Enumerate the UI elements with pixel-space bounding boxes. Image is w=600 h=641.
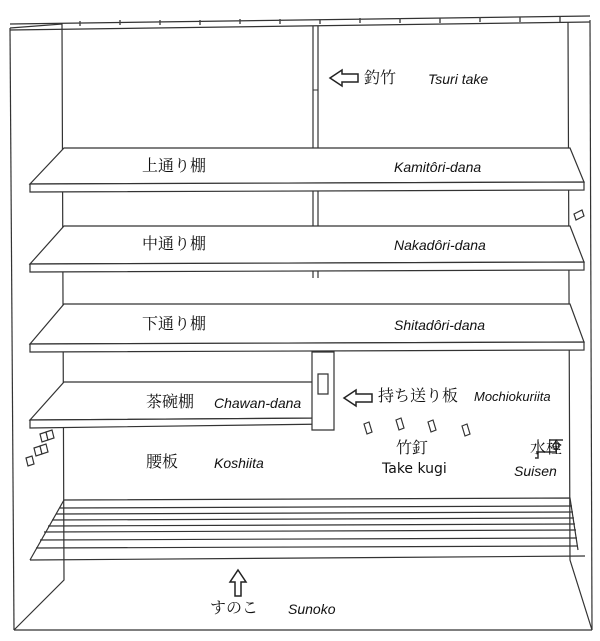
label-koshiita-jp: 腰板 — [146, 452, 179, 471]
label-suisen-romaji: Suisen — [514, 463, 557, 479]
label-mochiokuriita-jp: 持ち送り板 — [378, 386, 459, 405]
arrow-mochiokuriita — [344, 390, 372, 406]
label-tsuri-take-jp: 釣竹 — [364, 68, 397, 87]
arrow-tsuri-take — [330, 70, 358, 86]
label-nakadori-romaji: Nakadôri-dana — [394, 237, 486, 253]
label-shitadori-jp: 下通り棚 — [142, 314, 207, 333]
label-koshiita-romaji: Koshiita — [214, 455, 264, 471]
arrow-sunoko — [230, 570, 246, 596]
left-wall — [10, 28, 14, 630]
label-nakadori-jp: 中通り棚 — [142, 234, 207, 253]
right-wall — [590, 20, 592, 630]
label-sunoko-romaji: Sunoko — [288, 601, 336, 617]
label-sunoko-jp: すのこ — [210, 598, 259, 617]
label-take-kugi-jp: 竹釘 — [396, 438, 429, 457]
shelf-nakadori — [30, 226, 584, 272]
label-mochiokuriita-romaji: Mochiokuriita — [474, 389, 551, 404]
right-wall-peg — [574, 210, 584, 220]
sunoko-slats — [36, 506, 578, 548]
label-chawan-jp: 茶碗棚 — [146, 392, 195, 411]
label-chawan-romaji: Chawan-dana — [214, 395, 302, 411]
label-tsuri-take-romaji: Tsuri take — [428, 71, 489, 87]
left-wall-pegs — [26, 430, 54, 466]
label-suisen-jp: 水栓 — [530, 438, 563, 457]
mochiokuriita-bracket — [312, 352, 334, 430]
shelf-kamitori — [30, 148, 584, 192]
shelf-shitadori — [30, 304, 584, 352]
label-take-kugi-romaji: Take kugi — [382, 461, 447, 477]
label-shitadori-romaji: Shitadôri-dana — [394, 317, 486, 333]
label-kamitori-jp: 上通り棚 — [142, 156, 207, 175]
take-kugi-pegs — [364, 418, 470, 436]
label-kamitori-romaji: Kamitôri-dana — [394, 159, 482, 175]
